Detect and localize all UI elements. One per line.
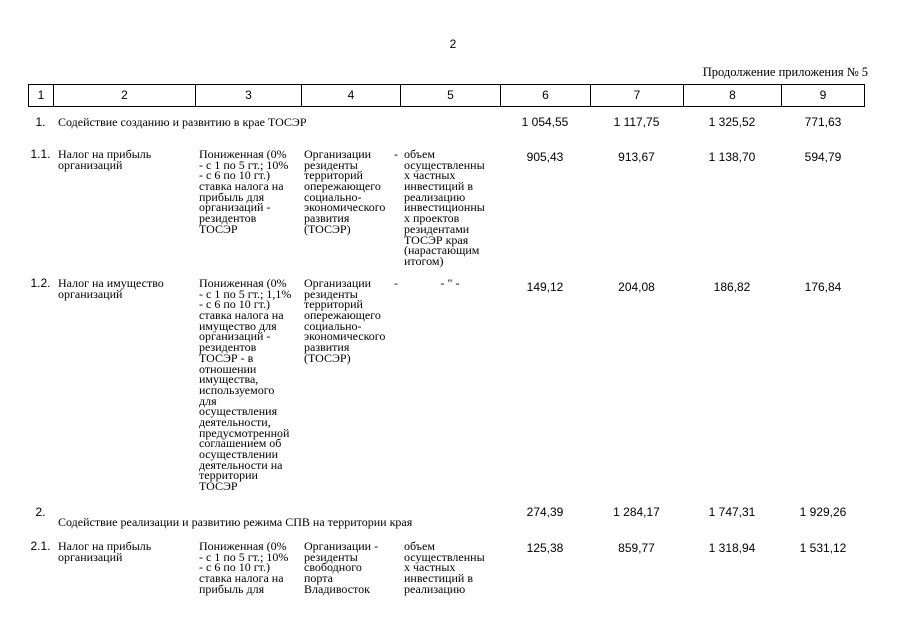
row-1-1-indicator [404, 149, 485, 267]
row-2-1-recipients-line: резиденты [304, 549, 358, 564]
row-1-1-indicator-line: резидентами [404, 221, 470, 236]
row-1-2-benefit-description-line: осуществления [199, 404, 278, 419]
row-1-1-tax-name [58, 149, 151, 170]
row-1-2-benefit-description-line: деятельности на [199, 457, 283, 472]
column-header-7: 7 [590, 84, 683, 107]
row-2-1-value-col-8: 1 318,94 [708, 541, 756, 555]
row-1-1-indicator-line: (нарастающим [404, 243, 480, 258]
row-1-2-benefit-description-line: отношении [199, 361, 257, 376]
row-1-2-recipients-line: территорий [304, 297, 363, 312]
row-1-2-value-col-8: 186,82 [713, 280, 751, 294]
column-header-8: 8 [683, 84, 781, 107]
row-1-1-benefit-description-line: ТОСЭР [199, 221, 238, 236]
row-1-number: 1. [35, 115, 46, 129]
row-1-1-recipients-line: (ТОСЭР) [304, 221, 351, 236]
column-header-3: 3 [195, 84, 301, 107]
row-1-2-benefit-description-line: используемого [199, 382, 275, 397]
row-1-2-benefit-description-line: предусмотренной [199, 425, 290, 440]
row-2-1-indicator [404, 541, 485, 594]
row-2-1-value-col-9: 1 531,12 [799, 541, 847, 555]
row-2-1-value-col-6: 125,38 [526, 541, 564, 555]
row-1-2-benefit-description-line: соглашением об [199, 436, 282, 451]
row-1-2-benefit-description-line: ТОСЭР [199, 479, 238, 494]
row-1-1-value-col-8: 1 138,70 [708, 150, 756, 164]
row-2-1-benefit-description [199, 541, 288, 594]
row-1-1-recipients-line: территорий [304, 168, 363, 183]
row-2-1-tax-name [58, 541, 151, 562]
row-2-value-col-7: 1 284,17 [613, 505, 660, 519]
row-2-1-recipients-line: порта [304, 571, 333, 586]
row-1-1-recipients-line: социально- [304, 189, 362, 204]
row-1-2-benefit-description-line: организаций - [199, 329, 271, 344]
continuation-note: Продолжение приложения № 5 [702, 65, 868, 79]
row-1-1-value-col-6: 905,43 [526, 150, 564, 164]
row-1-2-recipients-line: Организации - [304, 276, 398, 290]
row-2-1-recipients-line: Владивосток [304, 581, 370, 596]
row-1-2-recipients-line: социально- [304, 318, 362, 333]
page-number: 2 [449, 37, 457, 51]
row-2-1-recipients-line: свободного [304, 560, 362, 575]
row-1-1-tax-name-line: Налог на прибыль [58, 147, 152, 161]
row-2-1-indicator-line: объем [404, 539, 435, 553]
row-2-title: Содействие реализации и развитию режима СПВ на территории края [58, 515, 413, 529]
row-1-2-recipients-line: экономического [304, 329, 386, 344]
row-2-value-col-9: 1 929,26 [799, 505, 847, 519]
row-2-value-col-8: 1 747,31 [708, 505, 756, 519]
row-1-2-benefit-description-line: - с 6 по 10 гт.) [199, 297, 271, 312]
column-header-2: 2 [53, 84, 195, 107]
row-2-value-col-6: 274,39 [526, 505, 564, 519]
row-1-1-benefit-description-line: резидентов [199, 211, 257, 226]
row-2-1-tax-name-line: организаций [58, 549, 123, 564]
row-1-1-indicator-line: инвестиций в [404, 179, 473, 194]
row-1-2-recipients-line: опережающего [304, 308, 381, 323]
row-1-1-indicator-line: итогом) [404, 253, 444, 268]
row-1-2-recipients-line: резиденты [304, 286, 358, 301]
row-1-1-recipients-line: Организации - [304, 147, 398, 161]
row-1-1-indicator-line: инвестиционны [404, 200, 485, 215]
row-1-2-tax-name-line: организаций [58, 286, 123, 301]
row-1-1-benefit-description [199, 149, 288, 235]
row-1-2-tax-name-line: Налог на имущество [58, 276, 164, 290]
row-1-2-number: 1.2. [30, 276, 51, 290]
row-1-2-benefit-description-line: - с 1 по 5 гт.; 1,1% [199, 286, 292, 301]
row-1-2-value-col-9: 176,84 [804, 280, 842, 294]
row-2-1-benefit-description-line: ставка налога на [199, 571, 284, 586]
row-1-2-value-col-7: 204,08 [618, 280, 655, 294]
row-1-1-value-col-9: 594,79 [804, 150, 842, 164]
row-2-1-benefit-description-line: Пониженная (0% [199, 539, 287, 553]
row-1-2-value-col-6: 149,12 [526, 280, 564, 294]
row-1-2-indicator-line: - " - [440, 276, 460, 290]
row-1-2-benefit-description-line: для [199, 393, 217, 408]
row-1-value-col-6: 1 054,55 [521, 115, 569, 129]
row-1-1-indicator-line: х проектов [404, 211, 460, 226]
row-2-1-number: 2.1. [30, 539, 51, 553]
row-2-1-indicator-line: инвестиций в [404, 571, 473, 586]
row-1-2-recipients-line: развития [304, 340, 350, 355]
column-header-5: 5 [400, 84, 500, 107]
row-1-2-benefit-description-line: Пониженная (0% [199, 276, 287, 290]
column-header-1: 1 [28, 84, 53, 107]
row-1-2-benefit-description-line: резидентов [199, 340, 257, 355]
row-2-1-benefit-description-line: - с 6 по 10 гт.) [199, 560, 271, 575]
row-1-1-tax-name-line: организаций [58, 157, 123, 172]
row-1-1-benefit-description-line: организаций - [199, 200, 271, 215]
row-1-2-recipients-line: (ТОСЭР) [304, 350, 351, 365]
row-1-1-indicator-line: реализацию [404, 189, 466, 204]
row-1-2-benefit-description-line: деятельности, [199, 414, 271, 429]
row-1-1-indicator-line: ТОСЭР края [404, 232, 469, 247]
row-1-1-value-col-7: 913,67 [618, 150, 655, 164]
row-1-2-indicator [400, 278, 500, 289]
row-1-2-benefit-description-line: территории [199, 468, 258, 483]
row-1-value-col-9: 771,63 [804, 115, 842, 129]
row-2-1-recipients [304, 541, 378, 594]
row-1-2-benefit-description-line: ТОСЭР - в [199, 350, 254, 365]
row-1-1-benefit-description-line: прибыль для [199, 189, 265, 204]
row-2-1-indicator-line: реализацию [404, 581, 466, 596]
row-1-1-benefit-description-line: - с 1 по 5 гт.; 10% [199, 157, 289, 172]
column-header-6: 6 [500, 84, 590, 107]
row-2-1-tax-name-line: Налог на прибыль [58, 539, 152, 553]
row-2-1-indicator-line: х частных [404, 560, 456, 575]
row-1-1-indicator-line: объем [404, 147, 435, 161]
row-1-title: Содействие созданию и развитию в крае ТОСЭР [58, 115, 307, 129]
row-1-2-benefit-description-line: имущество для [199, 318, 277, 333]
row-2-1-benefit-description-line: - с 1 по 5 гт.; 10% [199, 549, 289, 564]
row-2-number: 2. [35, 505, 46, 519]
row-1-2-benefit-description [199, 278, 291, 492]
row-1-1-benefit-description-line: ставка налога на [199, 179, 284, 194]
row-1-value-col-7: 1 117,75 [613, 115, 660, 129]
row-1-2-recipients [304, 278, 398, 364]
row-1-value-col-8: 1 325,52 [708, 115, 756, 129]
row-1-2-benefit-description-line: осуществлении [199, 447, 278, 461]
row-2-1-recipients-line: Организации - [304, 539, 379, 553]
row-1-2-benefit-description-line: ставка налога на [199, 308, 284, 323]
row-1-1-recipients-line: опережающего [304, 179, 381, 194]
row-2-1-value-col-7: 859,77 [618, 541, 655, 555]
row-2-1-benefit-description-line: прибыль для [199, 581, 265, 596]
row-1-1-recipients-line: резиденты [304, 157, 358, 172]
row-2-1-indicator-line: осуществленны [404, 549, 485, 564]
column-header-9: 9 [781, 84, 865, 107]
row-1-1-number: 1.1. [30, 147, 51, 161]
row-1-1-recipients-line: экономического [304, 200, 386, 215]
row-1-1-recipients-line: развития [304, 211, 350, 226]
row-1-1-recipients [304, 149, 398, 235]
row-1-1-benefit-description-line: - с 6 по 10 гт.) [199, 168, 271, 183]
row-1-1-indicator-line: х частных [404, 168, 456, 183]
row-1-1-benefit-description-line: Пониженная (0% [199, 147, 287, 161]
row-1-1-indicator-line: осуществленны [404, 157, 485, 172]
row-1-2-benefit-description-line: имущества, [199, 372, 259, 387]
column-header-4: 4 [301, 84, 400, 107]
row-1-2-tax-name [58, 278, 164, 299]
